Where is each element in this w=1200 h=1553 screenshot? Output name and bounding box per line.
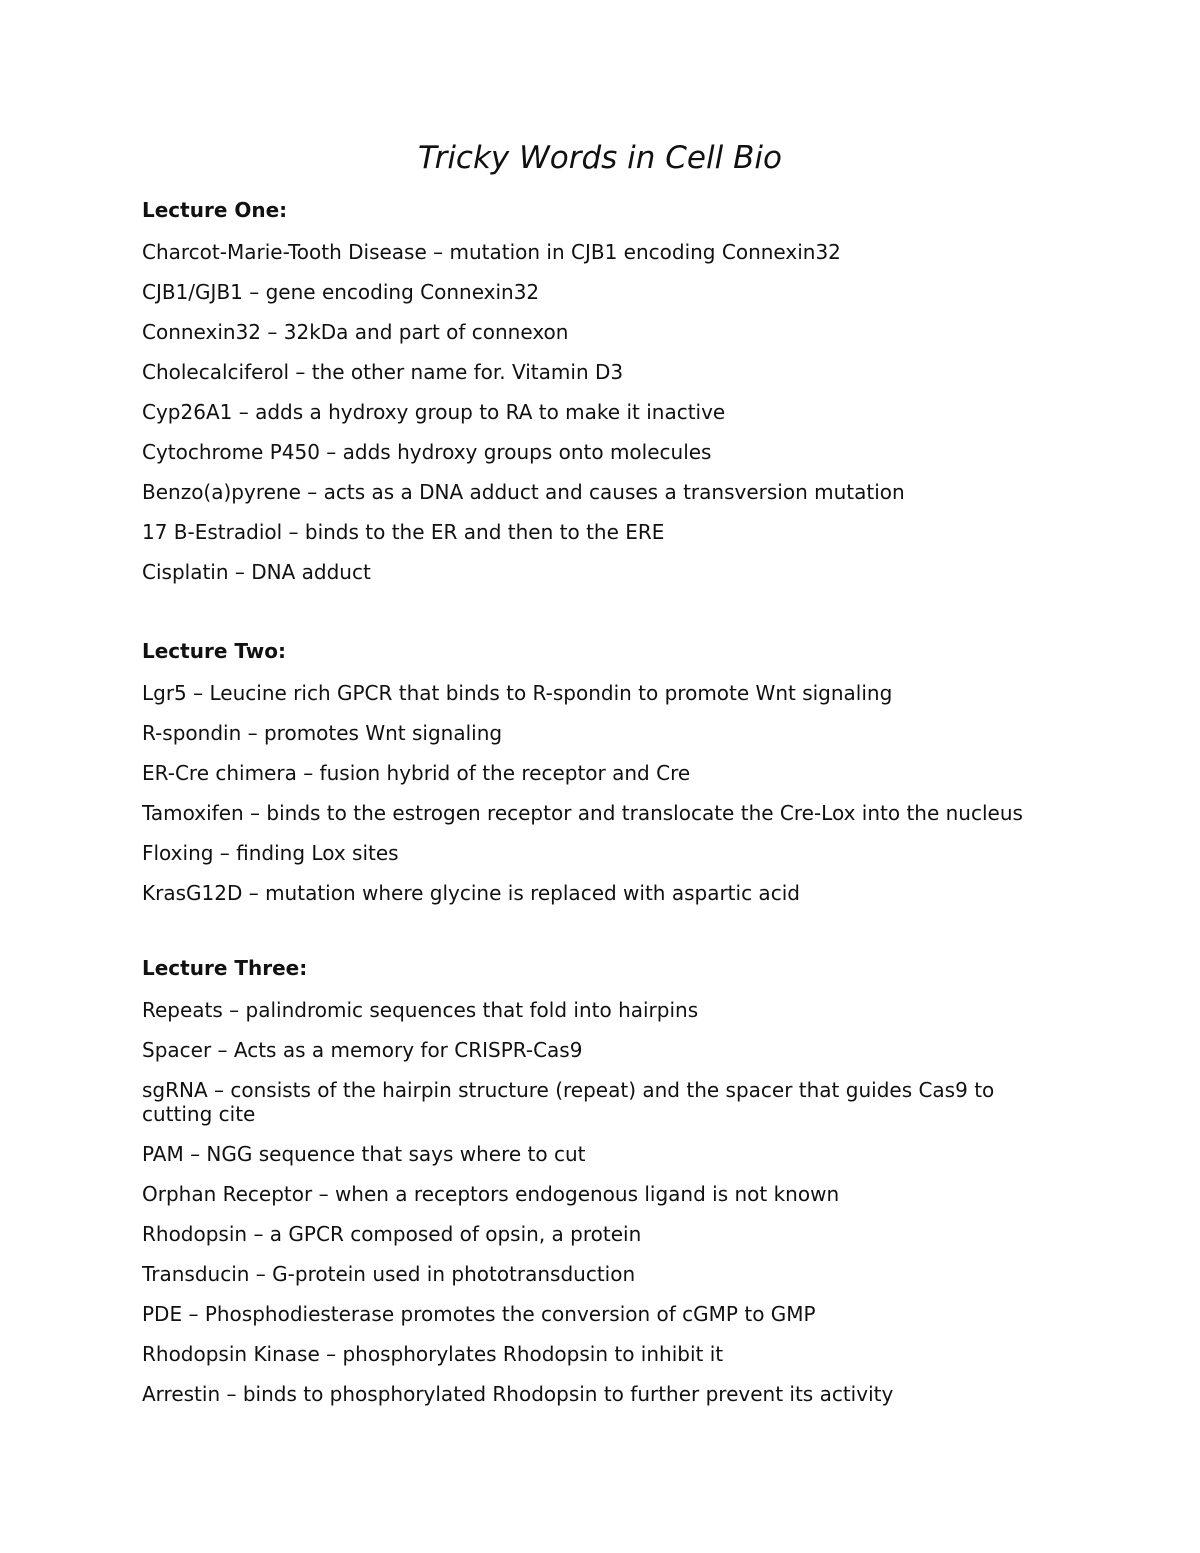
list-item: Tamoxifen – binds to the estrogen receptor and translocate the Cre-Lox into the nucleus [142, 801, 1023, 825]
list-item: Cyp26A1 – adds a hydroxy group to RA to make it inactive [142, 400, 726, 424]
list-item: PDE – Phosphodiesterase promotes the conversion of cGMP to GMP [142, 1302, 816, 1326]
list-item: sgRNA – consists of the hairpin structure (repeat) and the spacer that guides Cas9 to cutting cite [142, 1078, 995, 1126]
section-heading: Lecture Three: [142, 956, 308, 980]
list-item: Connexin32 – 32kDa and part of connexon [142, 320, 569, 344]
list-item: Repeats – palindromic sequences that fold into hairpins [142, 998, 699, 1022]
list-item: Charcot-Marie-Tooth Disease – mutation in CJB1 encoding Connexin32 [142, 240, 841, 264]
list-item: R-spondin – promotes Wnt signaling [142, 721, 503, 745]
list-item: Rhodopsin – a GPCR composed of opsin, a protein [142, 1222, 642, 1246]
list-item: ER-Cre chimera – fusion hybrid of the receptor and Cre [142, 761, 691, 785]
section-lecture-three [142, 955, 1062, 1406]
list-item: Rhodopsin Kinase – phosphorylates Rhodopsin to inhibit it [142, 1342, 724, 1366]
list-item: Cisplatin – DNA adduct [142, 560, 371, 584]
list-item: Orphan Receptor – when a receptors endogenous ligand is not known [142, 1182, 840, 1206]
section-heading: Lecture Two: [142, 639, 287, 663]
list-item: 17 B-Estradiol – binds to the ER and then to the ERE [142, 520, 665, 544]
page-title: Tricky Words in Cell Bio [418, 140, 782, 176]
list-item: Transducin – G-protein used in phototransduction [142, 1262, 636, 1286]
list-item: Arrestin – binds to phosphorylated Rhodopsin to further prevent its activity [142, 1382, 894, 1406]
list-item: Floxing – finding Lox sites [142, 841, 399, 865]
list-item: Spacer – Acts as a memory for CRISPR-Cas9 [142, 1038, 583, 1062]
list-item: KrasG12D – mutation where glycine is replaced with aspartic acid [142, 881, 800, 905]
list-item: Lgr5 – Leucine rich GPCR that binds to R-spondin to promote Wnt signaling [142, 681, 893, 705]
section-lecture-two [142, 638, 1062, 905]
list-item: Benzo(a)pyrene – acts as a DNA adduct and causes a transversion mutation [142, 480, 905, 504]
list-item: Cytochrome P450 – adds hydroxy groups onto molecules [142, 440, 712, 464]
list-item: PAM – NGG sequence that says where to cut [142, 1142, 586, 1166]
list-item: CJB1/GJB1 – gene encoding Connexin32 [142, 280, 540, 304]
section-lecture-one [142, 197, 1062, 584]
list-item: Cholecalciferol – the other name for. Vitamin D3 [142, 360, 624, 384]
section-heading: Lecture One: [142, 198, 288, 222]
